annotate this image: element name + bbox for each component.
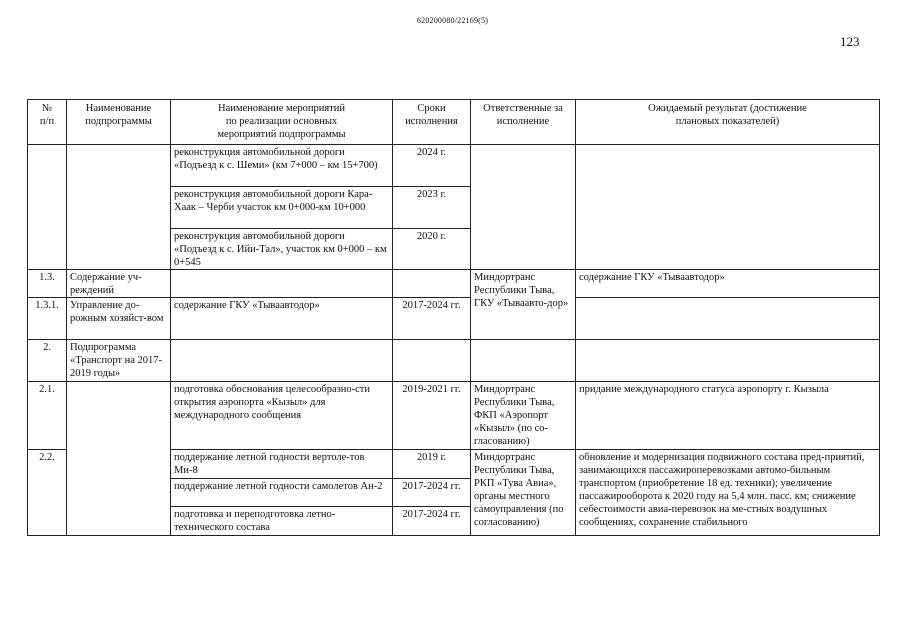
cell-measure: подготовка и переподготовка летно-технического состава: [171, 507, 393, 536]
cell-term: 2019 г.: [393, 450, 471, 479]
col-header-terms: Сроки исполнения: [393, 100, 471, 145]
cell-term: 2024 г.: [393, 145, 471, 187]
col-header-number: № п/п: [28, 100, 67, 145]
cell-subprogram: Подпрограмма «Транспорт на 2017-2019 годы»: [67, 340, 171, 382]
cell-number: 2.1.: [28, 382, 67, 450]
cell-number: 1.3.: [28, 270, 67, 298]
cell-number: 1.3.1.: [28, 298, 67, 340]
table-row: [28, 270, 880, 298]
cell-measure: [171, 270, 393, 298]
col-header-responsible: Ответственные за исполнение: [471, 100, 576, 145]
col-header-result: Ожидаемый результат (достижение плановых показателей): [576, 100, 880, 145]
cell-term: [393, 270, 471, 298]
cell-subprogram: [67, 145, 171, 270]
table-row: [28, 298, 880, 340]
page-number: 123: [840, 34, 860, 49]
cell-responsible: [471, 145, 576, 270]
cell-term: 2023 г.: [393, 187, 471, 229]
cell-subprogram: [67, 382, 171, 536]
col-header-measures: Наименование мероприятий по реализации основных мероприятий подпрограммы: [171, 100, 393, 145]
cell-term: 2017-2024 гг.: [393, 479, 471, 507]
cell-term: [393, 340, 471, 382]
table-row: [28, 382, 880, 450]
cell-measure: подготовка обоснования целесообразно-сти открытия аэропорта «Кызыл» для международного сообщения: [171, 382, 393, 450]
cell-measure: реконструкция автомобильной дороги Кара-Хаак – Черби участок км 0+000-км 10+000: [171, 187, 393, 229]
cell-term: 2019-2021 гг.: [393, 382, 471, 450]
document-code: 620200080/22169(5): [416, 16, 489, 25]
cell-number: 2.2.: [28, 450, 67, 536]
col-header-subprogram: Наименование подпрограммы: [67, 100, 171, 145]
cell-term: 2020 г.: [393, 229, 471, 270]
cell-measure: реконструкция автомобильной дороги «Подъезд к с. Шеми» (км 7+000 – км 15+700): [171, 145, 393, 187]
cell-result: содержание ГКУ «Тываавтодор»: [576, 270, 880, 298]
cell-number: [28, 145, 67, 270]
program-activities-table: [27, 99, 880, 536]
cell-subprogram: Управление до-рожным хозяйст-вом: [67, 298, 171, 340]
table-row: [28, 145, 880, 187]
cell-measure: реконструкция автомобильной дороги «Подъезд к с. Ийи-Тал», участок км 0+000 – км 0+545: [171, 229, 393, 270]
cell-responsible: Миндортранс Республики Тыва, РКП «Тува Авиа», органы местного самоуправления (по согласованию): [471, 450, 576, 536]
cell-result: придание международного статуса аэропорту г. Кызыла: [576, 382, 880, 450]
table-header-row: [28, 100, 880, 145]
cell-responsible: Миндортранс Республики Тыва, ГКУ «Тываавто-дор»: [471, 270, 576, 340]
cell-result: [576, 340, 880, 382]
cell-responsible: Миндортранс Республики Тыва, ФКП «Аэропорт «Кызыл» (по со-гласованию): [471, 382, 576, 450]
table-row: [28, 340, 880, 382]
cell-measure: [171, 340, 393, 382]
cell-term: 2017-2024 гг.: [393, 507, 471, 536]
cell-result: обновление и модернизация подвижного состава пред-приятий, занимающихся пассажироперевозками автомо-бильным транспортом (приобретение 18 ед. техники); увеличение пассажирооборота к 2020 году на 5,4 млн. пасс. км; снижение себестоимости авиа-перевозок на ме-стных воздушных сообщениях, сохранение стабильного: [576, 450, 880, 536]
cell-subprogram: Содержание уч-реждений: [67, 270, 171, 298]
cell-term: 2017-2024 гг.: [393, 298, 471, 340]
cell-result: [576, 298, 880, 340]
cell-result: [576, 145, 880, 270]
cell-responsible: [471, 340, 576, 382]
cell-number: 2.: [28, 340, 67, 382]
cell-measure: поддержание летной годности вертоле-тов Ми-8: [171, 450, 393, 479]
cell-measure: содержание ГКУ «Тываавтодор»: [171, 298, 393, 340]
cell-measure: поддержание летной годности самолетов Ан-2: [171, 479, 393, 507]
